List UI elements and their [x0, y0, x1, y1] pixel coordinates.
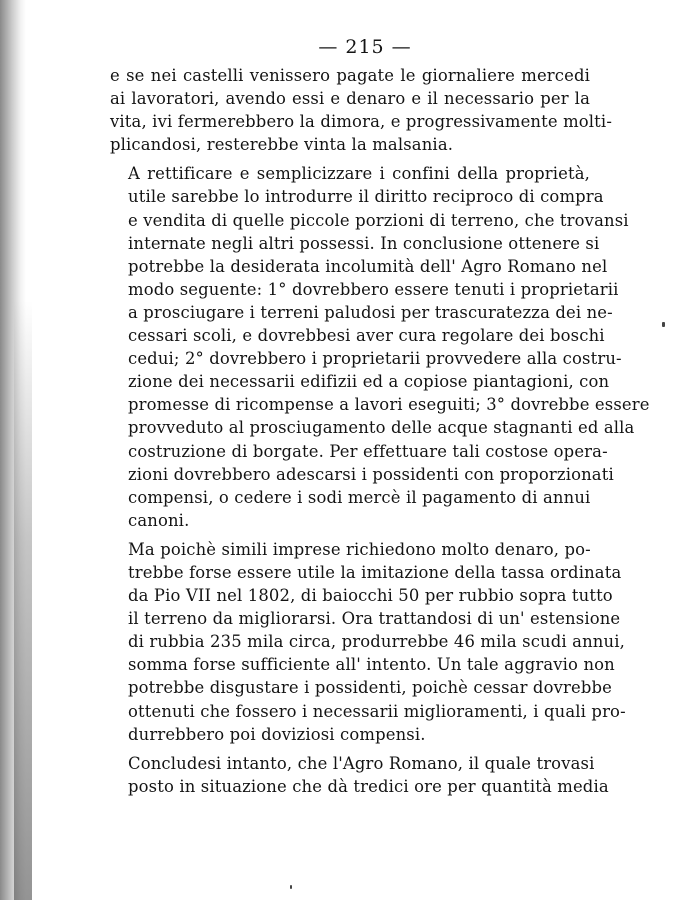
text-line: di rubbia 235 mila circa, produrrebbe 46 mila scudi annui, [128, 632, 625, 652]
text-line: il terreno da migliorarsi. Ora trattandosi di un' estensione [128, 609, 621, 629]
text-line: e se nei castelli venissero pagate le giornaliere mercedi [110, 66, 590, 85]
text-line: compensi, o cedere i sodi mercè il pagamento di annui [128, 487, 591, 507]
ink-speck [290, 885, 292, 889]
text-line: vita, ivi fermerebbero la dimora, e progressivamente molti- [110, 112, 613, 132]
text-line: posto in situazione che dà tredici ore per quantità media [128, 776, 609, 796]
paragraph [110, 64, 613, 156]
book-page [110, 30, 650, 798]
page-number: — 215 — [318, 36, 412, 58]
ink-speck [662, 322, 665, 327]
text-line: plicandosi, resterebbe vinta la malsania. [110, 135, 454, 155]
paragraph [110, 538, 626, 746]
text-line: Ma poichè simili imprese richiedono molto denaro, po- [128, 539, 591, 559]
text-line: modo seguente: 1° dovrebbero essere tenuti i proprietarii [128, 279, 619, 299]
page-gutter-stain [14, 300, 32, 900]
text-line: canoni. [128, 510, 190, 530]
text-line: durrebbero poi doviziosi compensi. [128, 724, 426, 744]
text-line: potrebbe disgustare i possidenti, poichè cessar dovrebbe [128, 678, 612, 698]
text-line: cedui; 2° dovrebbero i proprietarii provvedere alla costru- [128, 349, 622, 369]
text-line: ottenuti che fossero i necessarii miglioramenti, i quali pro- [128, 701, 626, 721]
text-line: internate negli altri possessi. In conclusione ottenere si [128, 233, 600, 253]
text-line: Concludesi intanto, che l'Agro Romano, il quale trovasi [128, 753, 595, 773]
text-line: provveduto al prosciugamento delle acque stagnanti ed alla [128, 418, 635, 438]
text-line: zioni dovrebbero adescarsi i possidenti con proporzionati [128, 464, 614, 484]
text-line: A rettificare e semplicizzare i confini della proprietà, [128, 164, 590, 184]
text-line: potrebbe la desiderata incolumità dell' Agro Romano nel [128, 256, 608, 276]
paragraph [110, 752, 609, 798]
text-line: costruzione di borgate. Per effettuare tali costose opera- [128, 441, 608, 461]
text-line: da Pio VII nel 1802, di baiocchi 50 per rubbio sopra tutto [128, 586, 613, 606]
text-line: trebbe forse essere utile la imitazione della tassa ordinata [128, 562, 622, 582]
text-line: somma forse sufficiente all' intento. Un tale aggravio non [128, 655, 615, 675]
body-text [110, 64, 650, 798]
text-line: cessari scoli, e dovrebbesi aver cura regolare dei boschi [128, 326, 605, 346]
text-line: promesse di ricompense a lavori eseguiti; 3° dovrebbe essere [128, 395, 650, 415]
text-line: e vendita di quelle piccole porzioni di terreno, che trovansi [128, 210, 629, 230]
text-line: zione dei necessarii edifizii ed a copiose piantagioni, con [128, 372, 610, 392]
paragraph [110, 162, 650, 532]
text-line: utile sarebbe lo introdurre il diritto reciproco di compra [128, 187, 604, 207]
text-line: ai lavoratori, avendo essi e denaro e il necessario per la [110, 89, 590, 109]
text-line: a prosciugare i terreni paludosi per trascuratezza dei ne- [128, 302, 613, 322]
